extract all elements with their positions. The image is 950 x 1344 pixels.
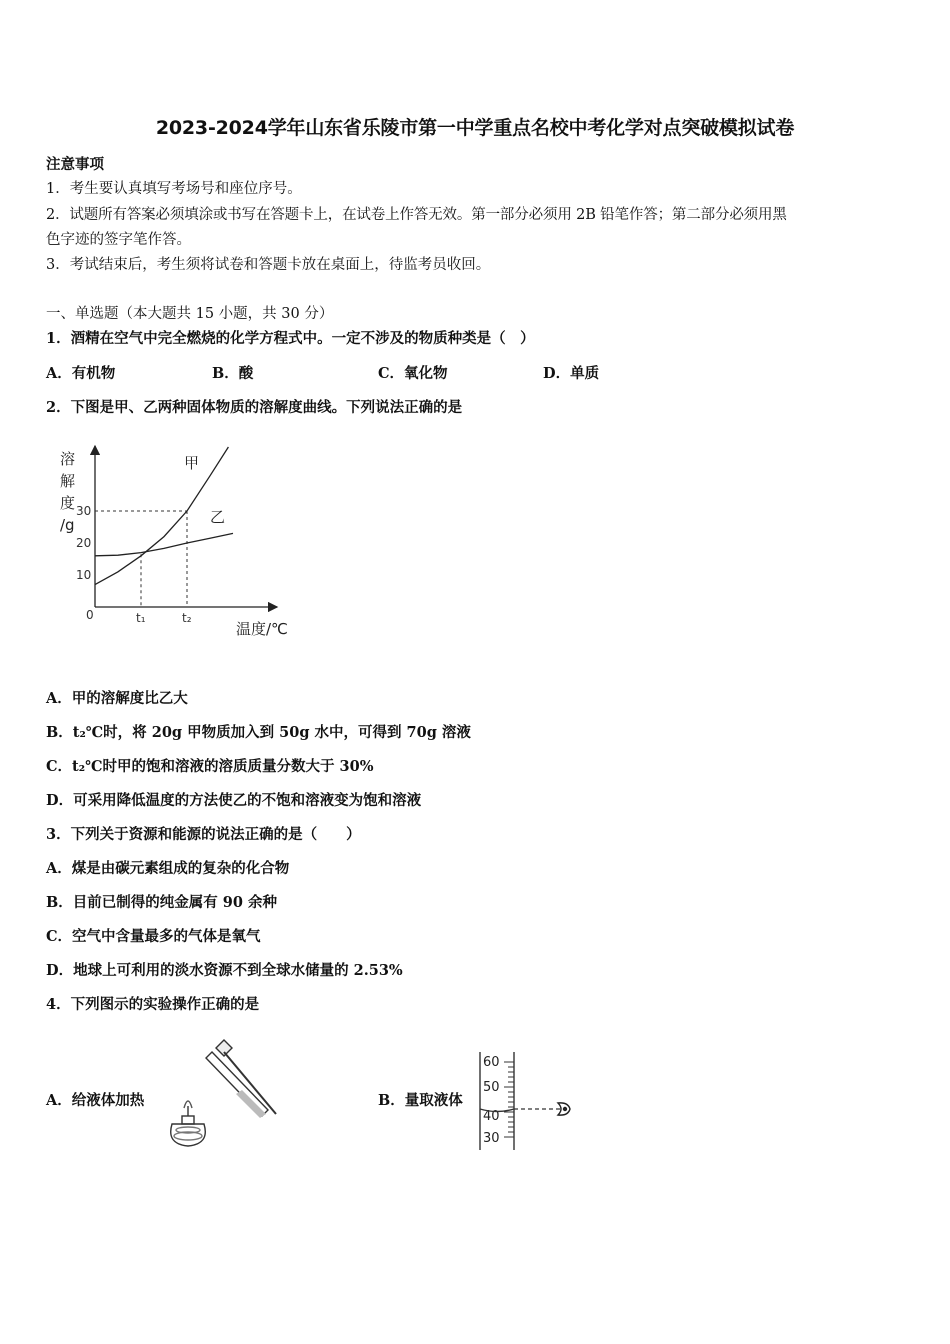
q2-option-c: C．t₂℃时甲的饱和溶液的溶质质量分数大于 30% bbox=[46, 758, 374, 775]
q3-option-a: A．煤是由碳元素组成的复杂的化合物 bbox=[46, 860, 290, 877]
page-title: 2023-2024学年山东省乐陵市第一中学重点名校中考化学对点突破模拟试卷 bbox=[155, 117, 795, 139]
cylinder-tick-label: 40 bbox=[483, 1109, 500, 1124]
cylinder-tick-label: 30 bbox=[483, 1131, 500, 1146]
y-axis-label-char: /g bbox=[60, 516, 75, 534]
q2-option-b: B．t₂℃时，将 20g 甲物质加入到 50g 水中，可得到 70g 溶液 bbox=[46, 724, 471, 741]
y-axis-label-char: 溶 bbox=[60, 450, 76, 468]
q3-option-c: C．空气中含量最多的气体是氧气 bbox=[46, 928, 261, 945]
q3-option-d: D．地球上可利用的淡水资源不到全球水储量的 2.53% bbox=[46, 962, 403, 979]
section-heading: 一、单选题（本大题共 15 小题，共 30 分） bbox=[46, 306, 334, 322]
y-axis-label-char: 解 bbox=[60, 472, 76, 490]
x-axis-label: 温度/℃ bbox=[236, 620, 288, 638]
q1-stem: 1．酒精在空气中完全燃烧的化学方程式中。一定不涉及的物质种类是（ ） bbox=[46, 330, 535, 347]
q1-option-b: B．酸 bbox=[212, 365, 254, 382]
q3-option-b: B．目前已制得的纯金属有 90 余种 bbox=[46, 894, 278, 911]
y-ticks bbox=[76, 504, 91, 582]
x-tick-label: t₁ bbox=[136, 611, 146, 625]
y-tick-label: 30 bbox=[76, 504, 92, 518]
y-tick-label: 10 bbox=[76, 568, 92, 582]
q1-option-d: D．单质 bbox=[543, 365, 600, 382]
series-line-甲 bbox=[95, 447, 228, 585]
solubility-chart bbox=[50, 440, 310, 650]
x-tick-label: t₂ bbox=[182, 611, 192, 625]
q2-option-a: A．甲的溶解度比乙大 bbox=[46, 690, 188, 707]
series-label: 乙 bbox=[210, 508, 226, 526]
notice-item: 3．考试结束后，考生须将试卷和答题卡放在桌面上，待监考员收回。 bbox=[46, 257, 491, 273]
q3-stem: 3．下列关于资源和能源的说法正确的是（ ） bbox=[46, 826, 361, 843]
cylinder-tick-label: 50 bbox=[483, 1080, 500, 1095]
notice-item: 1．考生要认真填写考场号和座位序号。 bbox=[46, 181, 302, 197]
y-axis-label-char: 度 bbox=[60, 494, 76, 512]
series-labels bbox=[184, 454, 225, 526]
origin-label: 0 bbox=[86, 608, 94, 622]
graduated-cylinder-illustration bbox=[470, 1050, 580, 1154]
y-axis-label bbox=[60, 450, 75, 534]
notice-heading: 注意事项 bbox=[46, 156, 104, 173]
q2-option-d: D．可采用降低温度的方法使乙的不饱和溶液变为饱和溶液 bbox=[46, 792, 422, 809]
q2-stem: 2．下图是甲、乙两种固体物质的溶解度曲线。下列说法正确的是 bbox=[46, 399, 463, 416]
q1-option-a: A．有机物 bbox=[46, 365, 116, 382]
cylinder-tick-label: 60 bbox=[483, 1055, 500, 1070]
q4-stem: 4．下列图示的实验操作正确的是 bbox=[46, 996, 260, 1013]
notice-item: 2．试题所有答案必须填涂或书写在答题卡上，在试卷上作答无效。第一部分必须用 2B 铅笔作答；第二部分必须用黑 bbox=[46, 207, 787, 223]
q4-option-b: B．量取液体 bbox=[378, 1092, 463, 1109]
q4-option-a: A．给液体加热 bbox=[46, 1092, 145, 1109]
x-ticks bbox=[136, 611, 192, 625]
heating-liquid-illustration bbox=[158, 1032, 280, 1150]
q1-option-c: C．氧化物 bbox=[378, 365, 448, 382]
notice-item: 色字迹的签字笔作答。 bbox=[46, 232, 191, 248]
y-tick-label: 20 bbox=[76, 536, 92, 550]
series-label: 甲 bbox=[184, 454, 200, 472]
